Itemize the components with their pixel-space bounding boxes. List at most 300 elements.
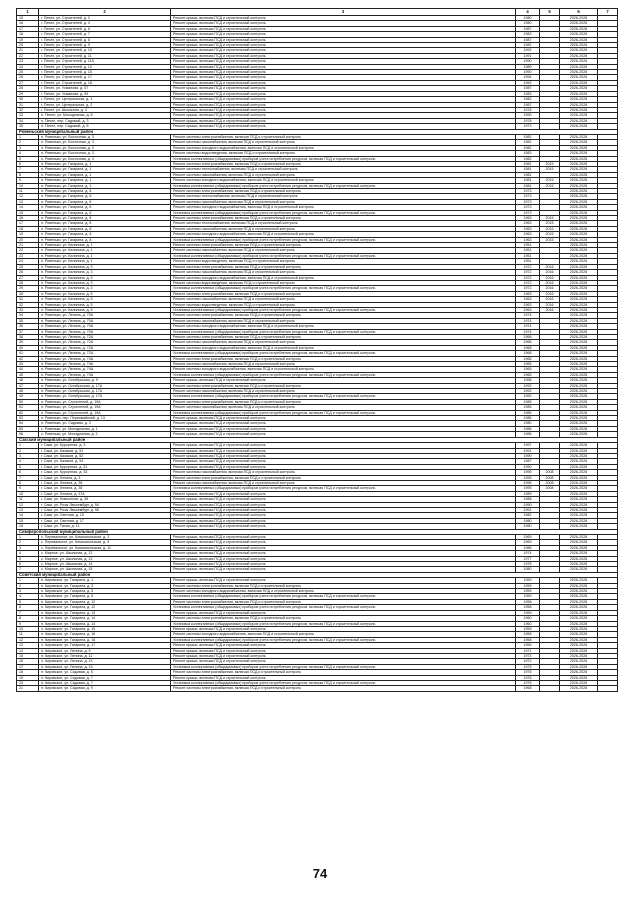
- table-cell: п. Ровеньки, ул. Калинина, д. 3: [39, 280, 171, 285]
- table-cell: Ремонт крыши, включая ПСД и строительный контроль: [171, 97, 516, 102]
- table-cell: Ремонт крыши, включая ПСД и строительный контроль: [171, 70, 516, 75]
- table-cell: 1989: [516, 64, 540, 69]
- table-cell: 1973: [516, 653, 540, 658]
- table-cell: 9: [17, 178, 39, 183]
- table-cell: п. Ровеньки, ул. Гагарина, д. 8: [39, 232, 171, 237]
- page-number: 74: [312, 866, 328, 881]
- table-cell: п. Кировское, ул. Садовая, д. 5: [39, 670, 171, 675]
- table-cell: 1972: [516, 270, 540, 275]
- table-cell: 1951: [516, 243, 540, 248]
- table-cell: 11: [17, 189, 39, 194]
- table-cell: с. Мирное, ул. Школьная, д. 14: [39, 562, 171, 567]
- table-cell: 5: [17, 599, 39, 604]
- table-cell: Ремонт крыши, включая ПСД и строительный контроль: [171, 416, 516, 421]
- table-cell: 1974: [516, 313, 540, 318]
- table-cell: Ремонт системы теплоснабжения, включая ПСД и строительный контроль: [171, 221, 516, 226]
- table-cell: 1969: [516, 540, 540, 545]
- table-cell: 8: [17, 480, 39, 485]
- table-cell: п. Ровеньки, ул. Ленина, д. 70А: [39, 313, 171, 318]
- table-cell: 1985: [516, 399, 540, 404]
- table-cell: Ремонт крыши, включая ПСД и строительный контроль: [171, 378, 516, 383]
- table-cell: 6: [17, 470, 39, 475]
- table-cell: п. Ровеньки, ул. Гагарина, д. 1: [39, 178, 171, 183]
- table-cell: 2026-2028: [560, 426, 598, 431]
- table-cell: 1965: [516, 367, 540, 372]
- table-cell: 2026-2028: [560, 513, 598, 518]
- table-cell: г. Печел, ул. Усманова, д. 59: [39, 91, 171, 96]
- table-cell: Ремонт системы газоснабжения, включая ПСД и строительный контроль: [171, 340, 516, 345]
- table-cell: г. Печел, ул. Усманова, д. 57: [39, 86, 171, 91]
- table-cell: 2026-2028: [560, 459, 598, 464]
- table-cell: 2026-2028: [560, 178, 598, 183]
- table-cell: 27: [17, 275, 39, 280]
- table-cell: Ремонт системы электроснабжения, включая ПСД и строительный контроль: [171, 189, 516, 194]
- table-cell: 31: [17, 297, 39, 302]
- table-cell: 24: [17, 64, 39, 69]
- table-cell: 22: [17, 248, 39, 253]
- table-cell: п. Ровеньки, ул. Строителей, д. 19А: [39, 399, 171, 404]
- table-cell: 1989: [516, 491, 540, 496]
- table-cell: 2: [17, 583, 39, 588]
- table-cell: Ремонт системы электроснабжения, включая ПСД и строительный контроль: [171, 616, 516, 621]
- table-cell: Ремонт крыши, включая ПСД и строительный контроль: [171, 53, 516, 58]
- table-cell: п. Ровеньки, ул. Гагарина, д. 1: [39, 161, 171, 166]
- table-cell: п. Ровеньки, ул. Ленина, д. 72А: [39, 340, 171, 345]
- table-cell: г. Саки, ул. Ленина, д. 37А: [39, 491, 171, 496]
- table-cell: 2015: [540, 226, 560, 231]
- table-cell: 1973: [516, 199, 540, 204]
- table-cell: п. Ровеньки, ул. Гагарина, д. 1: [39, 172, 171, 177]
- table-cell: Ремонт крыши, включая ПСД и строительный контроль: [171, 91, 516, 96]
- table-cell: 3: [17, 545, 39, 550]
- table-cell: г. Саки, ул. Ленина, д. 3: [39, 475, 171, 480]
- table-cell: 2015: [540, 161, 560, 166]
- table-cell: 9: [17, 621, 39, 626]
- table-cell: 2015: [540, 216, 560, 221]
- table-cell: 46: [17, 378, 39, 383]
- table-cell: г. Печел, ул. Строителей, д. 6: [39, 26, 171, 31]
- table-cell: 2026-2028: [560, 480, 598, 485]
- table-cell: 2026-2028: [560, 248, 598, 253]
- table-cell: Ремонт системы электроснабжения, включая ПСД и строительный контроль: [171, 216, 516, 221]
- table-cell: Установка коллективных (общедомовых) приборов учета потребления ресурсов, включая ПСД и строительный контроль: [171, 253, 516, 258]
- table-cell: п. Ровеньки, ул. Калинина, д. 5: [39, 302, 171, 307]
- table-cell: 1974: [516, 324, 540, 329]
- table-cell: 52: [17, 410, 39, 415]
- table-cell: 1992: [516, 383, 540, 388]
- table-cell: 1981: [516, 161, 540, 166]
- table-cell: 1983: [516, 91, 540, 96]
- table-cell: 2026-2028: [560, 443, 598, 448]
- table-cell: 1980: [516, 421, 540, 426]
- table-cell: 3: [17, 589, 39, 594]
- table-cell: 2026-2028: [560, 389, 598, 394]
- table-cell: 38: [17, 334, 39, 339]
- table-cell: 2026-2028: [560, 491, 598, 496]
- table-cell: 4: [17, 459, 39, 464]
- district-title: Симферопольский муниципальный район: [17, 529, 618, 534]
- table-cell: 1971: [516, 648, 540, 653]
- table-cell: 1987: [516, 37, 540, 42]
- table-cell: п. Ровеньки, ул. Гагарина, д. 1: [39, 167, 171, 172]
- table-cell: Ремонт системы газоснабжения, включая ПСД и строительный контроль: [171, 405, 516, 410]
- table-cell: п. Ровеньки, ул. Гагарина, д. 1: [39, 183, 171, 188]
- table-cell: 2026-2028: [560, 140, 598, 145]
- table-cell: г. Печел, ул. Центральная, д. 2: [39, 102, 171, 107]
- table-cell: 1965: [516, 372, 540, 377]
- table-cell: 2026-2028: [560, 80, 598, 85]
- table-cell: п. Кировское, ул. Гагарина, д. 14: [39, 616, 171, 621]
- table-header-row: [17, 9, 618, 16]
- table-cell: 2026-2028: [560, 43, 598, 48]
- table-cell: п. Ровеньки, ул. Гагарина, д. 6: [39, 199, 171, 204]
- table-cell: Установка коллективных (общедомовых) приборов учета потребления ресурсов, включая ПСД и строительный контроль: [171, 486, 516, 491]
- table-cell: 2026-2028: [560, 470, 598, 475]
- table-cell: 2026-2028: [560, 518, 598, 523]
- table-cell: 1991: [516, 53, 540, 58]
- table-cell: 1980: [516, 16, 540, 21]
- table-cell: 2016: [540, 297, 560, 302]
- table-cell: с. Перевальное, ул. Комсомольская, д. 11: [39, 545, 171, 550]
- table-cell: 2026-2028: [560, 232, 598, 237]
- table-cell: с. Перевальное, ул. Комсомольская, д. 3: [39, 535, 171, 540]
- table-cell: 2026-2028: [560, 216, 598, 221]
- table-cell: 1985: [516, 410, 540, 415]
- table-cell: 54: [17, 421, 39, 426]
- table-cell: Ремонт крыши, включая ПСД и строительный контроль: [171, 491, 516, 496]
- table-cell: 4: [17, 151, 39, 156]
- table-cell: Ремонт системы водоотведения, включая ПСД и строительный контроль: [171, 151, 516, 156]
- table-cell: 2026-2028: [560, 37, 598, 42]
- table-cell: п. Ровеньки, ул. Строителей, д. 19А: [39, 405, 171, 410]
- table-cell: 1963: [516, 307, 540, 312]
- table-cell: 1972: [516, 280, 540, 285]
- table-cell: 1982: [516, 145, 540, 150]
- table-cell: 1951: [516, 259, 540, 264]
- table-cell: 1987: [516, 102, 540, 107]
- table-cell: п. Кировское, ул. Гагарина, д. 15: [39, 626, 171, 631]
- table-cell: 2015: [540, 221, 560, 226]
- table-cell: 1991: [516, 507, 540, 512]
- table-cell: 39: [17, 340, 39, 345]
- table-cell: г. Печел, ул. Строителей, д. 15: [39, 70, 171, 75]
- table-cell: п. Ровеньки, ул. Ленина, д. 70А: [39, 329, 171, 334]
- table-cell: Ремонт системы водоотведения, включая ПСД и строительный контроль: [171, 280, 516, 285]
- table-cell: 2026-2028: [560, 680, 598, 685]
- table-cell: г. Саки, ул. Розы Люксембург, д. 54: [39, 502, 171, 507]
- table-cell: п. Ровеньки, ул. Гагарина, д. 6: [39, 189, 171, 194]
- table-cell: 1968: [516, 334, 540, 339]
- table-cell: 2026-2028: [560, 172, 598, 177]
- table-cell: 2026-2028: [560, 670, 598, 675]
- table-cell: 7: [17, 167, 39, 172]
- table-cell: п. Ровеньки, ул. Ленина, д. 72А: [39, 351, 171, 356]
- table-cell: 1990: [516, 453, 540, 458]
- table-cell: 2026-2028: [560, 334, 598, 339]
- table-cell: 1959: [516, 626, 540, 631]
- table-cell: Ремонт системы электроснабжения, включая ПСД и строительный контроль: [171, 334, 516, 339]
- table-cell: 1995: [516, 470, 540, 475]
- table-cell: 6: [17, 562, 39, 567]
- table-cell: 2026-2028: [560, 53, 598, 58]
- table-cell: 2026-2028: [560, 583, 598, 588]
- table-cell: 1972: [516, 275, 540, 280]
- table-cell: 2016: [540, 275, 560, 280]
- table-cell: 1: [17, 134, 39, 139]
- table-cell: Установка коллективных (общедомовых) приборов учета потребления ресурсов, включая ПСД и строительный контроль: [171, 637, 516, 642]
- table-cell: Ремонт крыши, включая ПСД и строительный контроль: [171, 556, 516, 561]
- table-cell: Ремонт крыши, включая ПСД и строительный контроль: [171, 32, 516, 37]
- table-cell: Ремонт крыши, включая ПСД и строительный контроль: [171, 578, 516, 583]
- table-cell: 16: [17, 659, 39, 664]
- table-cell: с. Мирное, ул. Школьная, д. 12: [39, 551, 171, 556]
- table-cell: Установка коллективных (общедомовых) приборов учета потребления ресурсов, включая ПСД и строительный контроль: [171, 183, 516, 188]
- table-cell: 1963: [516, 232, 540, 237]
- table-cell: 1982: [516, 156, 540, 161]
- table-cell: Ремонт крыши, включая ПСД и строительный контроль: [171, 426, 516, 431]
- column-header: 5: [540, 9, 560, 16]
- table-cell: 1983: [516, 151, 540, 156]
- table-cell: 1982: [516, 140, 540, 145]
- table-cell: 1972: [516, 659, 540, 664]
- table-cell: 2026-2028: [560, 167, 598, 172]
- table-cell: 1986: [516, 545, 540, 550]
- table-cell: 2026-2028: [560, 626, 598, 631]
- table-cell: 5: [17, 156, 39, 161]
- table-cell: Ремонт крыши, включая ПСД и строительный контроль: [171, 448, 516, 453]
- table-cell: п. Кировское, ул. Садовая, д. 9: [39, 686, 171, 691]
- table-cell: 2026-2028: [560, 416, 598, 421]
- table-cell: п. Кировское, ул. Ленина, д. 15: [39, 664, 171, 669]
- table-cell: 2026-2028: [560, 102, 598, 107]
- works-schedule-sheet: [16, 8, 617, 692]
- table-cell: 7: [17, 567, 39, 572]
- table-cell: 1975: [516, 664, 540, 669]
- table-cell: Установка коллективных (общедомовых) приборов учета потребления ресурсов, включая ПСД и строительный контроль: [171, 210, 516, 215]
- table-cell: 2026-2028: [560, 524, 598, 529]
- table-cell: п. Кировское, ул. Ленина, д. 13: [39, 659, 171, 664]
- table-cell: 2026-2028: [560, 64, 598, 69]
- table-cell: 2026-2028: [560, 421, 598, 426]
- table-cell: г. Печел, ул. Строителей, д. 7: [39, 32, 171, 37]
- table-cell: Ремонт системы газоснабжения, включая ПСД и строительный контроль: [171, 270, 516, 275]
- table-cell: 26: [17, 75, 39, 80]
- table-cell: п. Ровеньки, ул. Октябрьская, д. 17А: [39, 383, 171, 388]
- table-cell: Ремонт системы газоснабжения, включая ПСД и строительный контроль: [171, 480, 516, 485]
- table-cell: п. Ровеньки, ул. Гагарина, д. 8: [39, 237, 171, 242]
- table-cell: 22: [17, 53, 39, 58]
- table-cell: 1958: [516, 599, 540, 604]
- table-cell: 2: [17, 448, 39, 453]
- table-cell: 1988: [516, 497, 540, 502]
- table-cell: Ремонт крыши, включая ПСД и строительный контроль: [171, 659, 516, 664]
- table-cell: Ремонт крыши, включая ПСД и строительный контроль: [171, 48, 516, 53]
- table-cell: 2016: [540, 286, 560, 291]
- table-cell: 21: [17, 243, 39, 248]
- table-cell: п. Ровеньки, ул. Ленина, д. 74А: [39, 372, 171, 377]
- table-cell: 2026-2028: [560, 318, 598, 323]
- table-cell: 2026-2028: [560, 97, 598, 102]
- table-cell: Установка коллективных (общедомовых) приборов учета потребления ресурсов, включая ПСД и строительный контроль: [171, 286, 516, 291]
- table-cell: 2026-2028: [560, 464, 598, 469]
- table-cell: 2026-2028: [560, 75, 598, 80]
- table-cell: Ремонт системы электроснабжения, включая ПСД и строительный контроль: [171, 291, 516, 296]
- table-cell: 1958: [516, 632, 540, 637]
- table-cell: Ремонт крыши, включая ПСД и строительный контроль: [171, 502, 516, 507]
- table-cell: Ремонт крыши, включая ПСД и строительный контроль: [171, 459, 516, 464]
- table-cell: г. Саки, ул. Ленина, д. 36: [39, 480, 171, 485]
- table-cell: 2026-2028: [560, 86, 598, 91]
- table-cell: 2026-2028: [560, 507, 598, 512]
- table-cell: п. Ровеньки, ул. Калинина, д. 3: [39, 286, 171, 291]
- table-cell: 18: [17, 226, 39, 231]
- table-cell: 2026-2028: [560, 253, 598, 258]
- table-cell: Ремонт крыши, включая ПСД и строительный контроль: [171, 464, 516, 469]
- table-cell: Ремонт системы холодного водоснабжения, включая ПСД и строительный контроль: [171, 589, 516, 594]
- table-cell: п. Кировское, ул. Гагарина, д. 17: [39, 643, 171, 648]
- table-cell: Установка коллективных (общедомовых) приборов учета потребления ресурсов, включая ПСД и строительный контроль: [171, 372, 516, 377]
- table-cell: 1980: [516, 567, 540, 572]
- table-cell: 1959: [516, 589, 540, 594]
- table-cell: Ремонт системы теплоснабжения, включая ПСД и строительный контроль: [171, 167, 516, 172]
- table-cell: 2008: [540, 480, 560, 485]
- table-cell: г. Саки, ул. Розы Люксембург, д. 56: [39, 507, 171, 512]
- table-cell: п. Кировское, ул. Гагарина, д. 12: [39, 599, 171, 604]
- table-cell: 1985: [516, 405, 540, 410]
- table-cell: 2016: [540, 270, 560, 275]
- table-cell: 13: [17, 643, 39, 648]
- table-cell: 34: [17, 313, 39, 318]
- table-cell: 1963: [516, 302, 540, 307]
- table-cell: 1987: [516, 26, 540, 31]
- table-cell: 2026-2028: [560, 605, 598, 610]
- table-cell: Ремонт крыши, включая ПСД и строительный контроль: [171, 421, 516, 426]
- table-cell: 15: [17, 518, 39, 523]
- table-cell: 2026-2028: [560, 567, 598, 572]
- table-cell: Ремонт системы газоснабжения, включая ПСД и строительный контроль: [171, 389, 516, 394]
- table-cell: 11: [17, 632, 39, 637]
- table-cell: 2026-2028: [560, 145, 598, 150]
- table-cell: п. Кировское, ул. Гагарина, д. 12: [39, 605, 171, 610]
- table-cell: г. Саки, ул. Ленина, д. 36: [39, 486, 171, 491]
- table-cell: Ремонт крыши, включая ПСД и строительный контроль: [171, 497, 516, 502]
- table-cell: 2026-2028: [560, 270, 598, 275]
- table-cell: 2026-2028: [560, 578, 598, 583]
- table-cell: п. Ровеньки, ул. Восточная, д. 3: [39, 134, 171, 139]
- table-cell: 2026-2028: [560, 264, 598, 269]
- table-cell: г. Саки, ул. Тихая, д. 11: [39, 524, 171, 529]
- table-cell: Ремонт системы электроснабжения, включая ПСД и строительный контроль: [171, 599, 516, 604]
- table-cell: 48: [17, 389, 39, 394]
- table-cell: п. Ровеньки, ул. Восточная, д. 3: [39, 145, 171, 150]
- table-cell: Ремонт крыши, включая ПСД и строительный контроль: [171, 432, 516, 437]
- table-cell: 2: [17, 540, 39, 545]
- table-cell: 2026-2028: [560, 26, 598, 31]
- table-cell: 2015: [540, 178, 560, 183]
- table-cell: 24: [17, 259, 39, 264]
- table-cell: 1987: [516, 459, 540, 464]
- table-cell: Ремонт системы электроснабжения, включая ПСД и строительный контроль: [171, 475, 516, 480]
- table-cell: п. Кировское, ул. Садовая, д. 7: [39, 680, 171, 685]
- table-cell: 2026-2028: [560, 594, 598, 599]
- district-title: Сакский муниципальный район: [17, 437, 618, 442]
- table-cell: г. Печел, ул. Строителей, д. 8: [39, 37, 171, 42]
- table-cell: 2016: [540, 291, 560, 296]
- table-cell: 1963: [516, 297, 540, 302]
- table-cell: п. Ровеньки, ул. Октябрьская, д. 17А: [39, 394, 171, 399]
- table-cell: 2026-2028: [560, 399, 598, 404]
- table-cell: 2015: [540, 237, 560, 242]
- table-cell: г. Печел, ул. Центральная, д. 1: [39, 97, 171, 102]
- table-cell: 2026-2028: [560, 307, 598, 312]
- table-cell: 40: [17, 345, 39, 350]
- table-cell: Ремонт системы электроснабжения, включая ПСД и строительный контроль: [171, 670, 516, 675]
- table-cell: 2026-2028: [560, 221, 598, 226]
- table-cell: Ремонт крыши, включая ПСД и строительный контроль: [171, 107, 516, 112]
- table-cell: Ремонт крыши, включая ПСД и строительный контроль: [171, 626, 516, 631]
- table-cell: 29: [17, 91, 39, 96]
- table-cell: Ремонт крыши, включая ПСД и строительный контроль: [171, 80, 516, 85]
- table-cell: Ремонт крыши, включая ПСД и строительный контроль: [171, 118, 516, 123]
- table-cell: п. Ровеньки, ул. Калинина, д. 5: [39, 291, 171, 296]
- table-cell: 30: [17, 291, 39, 296]
- table-cell: 1959: [516, 583, 540, 588]
- table-cell: 8: [17, 172, 39, 177]
- table-cell: 1974: [516, 551, 540, 556]
- table-cell: Установка коллективных (общедомовых) приборов учета потребления ресурсов, включая ПСД и строительный контроль: [171, 621, 516, 626]
- table-cell: 1990: [516, 464, 540, 469]
- table-cell: г. Печел, ул. Строителей, д. 12: [39, 64, 171, 69]
- table-cell: 1968: [516, 686, 540, 691]
- table-cell: 2026-2028: [560, 383, 598, 388]
- table-cell: 1978: [516, 562, 540, 567]
- table-cell: 51: [17, 405, 39, 410]
- table-cell: Ремонт крыши, включая ПСД и строительный контроль: [171, 551, 516, 556]
- table-cell: г. Печел, ул. Строителей, д. 18: [39, 80, 171, 85]
- table-cell: Установка коллективных (общедомовых) приборов учета потребления ресурсов, включая ПСД и строительный контроль: [171, 594, 516, 599]
- table-cell: 32: [17, 302, 39, 307]
- table-cell: п. Ровеньки, ул. Ленина, д. 74А: [39, 356, 171, 361]
- table-cell: Ремонт системы газоснабжения, включая ПСД и строительный контроль: [171, 140, 516, 145]
- table-cell: 47: [17, 383, 39, 388]
- table-cell: 2026-2028: [560, 59, 598, 64]
- table-cell: 2026-2028: [560, 637, 598, 642]
- table-cell: 1: [17, 578, 39, 583]
- table-cell: 2026-2028: [560, 183, 598, 188]
- table-cell: 33: [17, 307, 39, 312]
- table-cell: п. Ровеньки, ул. Калинина, д. 3: [39, 275, 171, 280]
- column-header: 7: [598, 9, 618, 16]
- table-cell: 25: [17, 70, 39, 75]
- table-cell: 1968: [516, 340, 540, 345]
- table-cell: 13: [17, 199, 39, 204]
- table-cell: п. Ровеньки, ул. Октябрьская, д. 17А: [39, 389, 171, 394]
- table-cell: 2026-2028: [560, 124, 598, 129]
- table-cell: 1992: [516, 48, 540, 53]
- table-cell: 2026-2028: [560, 394, 598, 399]
- table-cell: 1963: [516, 226, 540, 231]
- table-cell: 1987: [516, 86, 540, 91]
- table-cell: 2026-2028: [560, 280, 598, 285]
- table-cell: 16: [17, 21, 39, 26]
- table-cell: 2026-2028: [560, 356, 598, 361]
- table-cell: 2026-2028: [560, 486, 598, 491]
- table-cell: г. Саки, ул. Новоселов, д. 38: [39, 497, 171, 502]
- table-cell: 2016: [540, 280, 560, 285]
- table-cell: 1990: [516, 502, 540, 507]
- table-cell: 3: [17, 145, 39, 150]
- table-cell: 1982: [516, 32, 540, 37]
